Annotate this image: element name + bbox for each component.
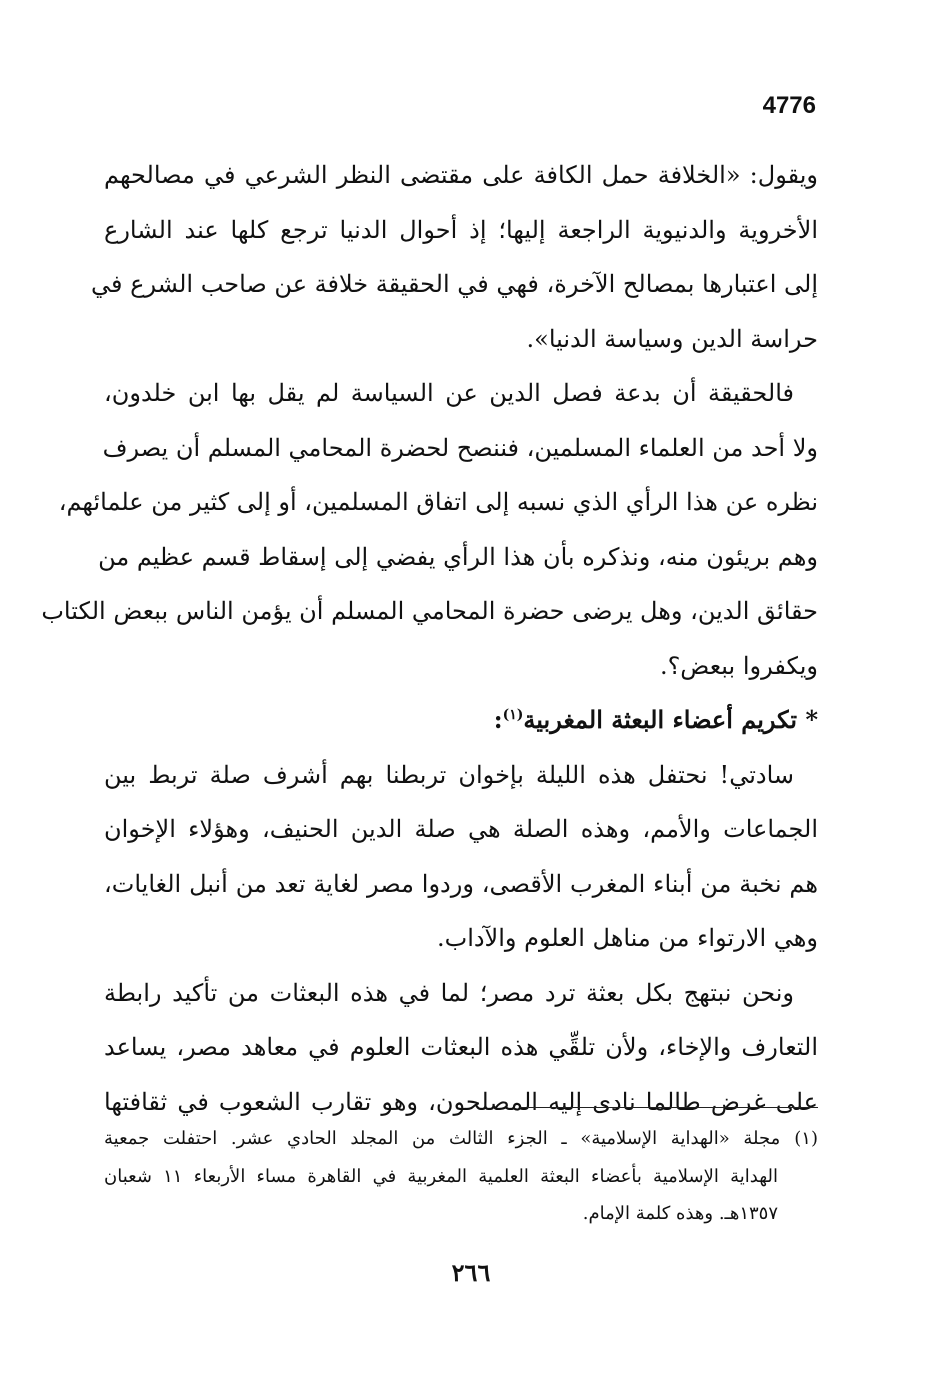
footnote-line: ١٣٥٧هـ. وهذه كلمة الإمام.: [582, 1203, 778, 1224]
text-line: نظره عن هذا الرأي الذي نسبه إلى اتفاق المسلمين، أو إلى كثير من علمائهم،: [58, 488, 818, 516]
body-text: [41, 148, 818, 1129]
text-line: وهم بريئون منه، ونذكره بأن هذا الرأي يفضي إلى إسقاط قسم عظيم من: [98, 542, 818, 571]
text-line: إلى اعتبارها بمصالح الآخرة، فهي في الحقيقة خلافة عن صاحب الشرع في: [91, 270, 818, 298]
paragraph-argument: [41, 366, 818, 693]
section-heading: [104, 693, 818, 748]
text-line: على غرض طالما نادى إليه المصلحون، وهو تقارب الشعوب في ثقافتها: [104, 1087, 818, 1116]
footnote-marker: (١): [794, 1128, 818, 1149]
page-code: 4776: [762, 92, 816, 119]
footnote: [104, 1120, 818, 1233]
paragraph-greeting: [104, 748, 818, 966]
page-number: ٢٦٦: [451, 1258, 491, 1287]
text-line: وهي الارتواء من مناهل العلوم والآداب.: [436, 924, 818, 952]
text-line: سادتي! نحتفل هذه الليلة بإخوان تربطنا بهم أشرف صلة تربط بين: [104, 760, 794, 789]
text-line: ولا أحد من العلماء المسلمين، فننصح لحضرة المحامي المسلم أن يصرف: [102, 433, 818, 462]
paragraph-quote: [91, 148, 818, 366]
heading-text: * تكريم أعضاء البعثة المغربية: [523, 705, 818, 734]
heading-colon: :: [493, 705, 503, 734]
text-line: الجماعات والأمم، وهذه الصلة هي صلة الدين الحنيف، وهؤلاء الإخوان: [104, 815, 818, 843]
text-line: هم نخبة من أبناء المغرب الأقصى، وردوا مصر لغاية تعد من أنبل الغايات،: [104, 869, 818, 898]
text-line: ويكفروا ببعض؟.: [659, 651, 818, 680]
footnote-line: الهداية الإسلامية بأعضاء البعثة العلمية المغربية في القاهرة مساء الأربعاء ١١ شعبان: [104, 1165, 778, 1187]
footnote-text: مجلة «الهداية الإسلامية» ـ الجزء الثالث من المجلد الحادي عشر. احتفلت جمعية: [104, 1128, 781, 1149]
text-line: ويقول: «الخلافة حمل الكافة على مقتضى النظر الشرعي في مصالحهم: [104, 161, 818, 189]
text-line: الأخروية والدنيوية الراجعة إليها؛ إذ أحوال الدنيا ترجع كلها عند الشارع: [104, 215, 818, 244]
footnote-line: [104, 1120, 818, 1158]
paragraph-delegations: [104, 966, 818, 1130]
text-line: حراسة الدين وسياسة الدنيا».: [526, 324, 818, 353]
footnote-reference[interactable]: (١): [502, 707, 524, 723]
footnote-divider: [520, 1107, 818, 1108]
text-line: ونحن نبتهج بكل بعثة ترد مصر؛ لما في هذه البعثات من تأكيد رابطة: [104, 978, 794, 1007]
text-line: التعارف والإخاء، ولأن تلقِّي هذه البعثات العلوم في معاهد مصر، يساعد: [104, 1033, 818, 1061]
text-line: فالحقيقة أن بدعة فصل الدين عن السياسة لم يقل بها ابن خلدون،: [104, 379, 794, 407]
text-line: حقائق الدين، وهل يرضى حضرة المحامي المسلم أن يؤمن الناس ببعض الكتاب: [41, 597, 818, 625]
